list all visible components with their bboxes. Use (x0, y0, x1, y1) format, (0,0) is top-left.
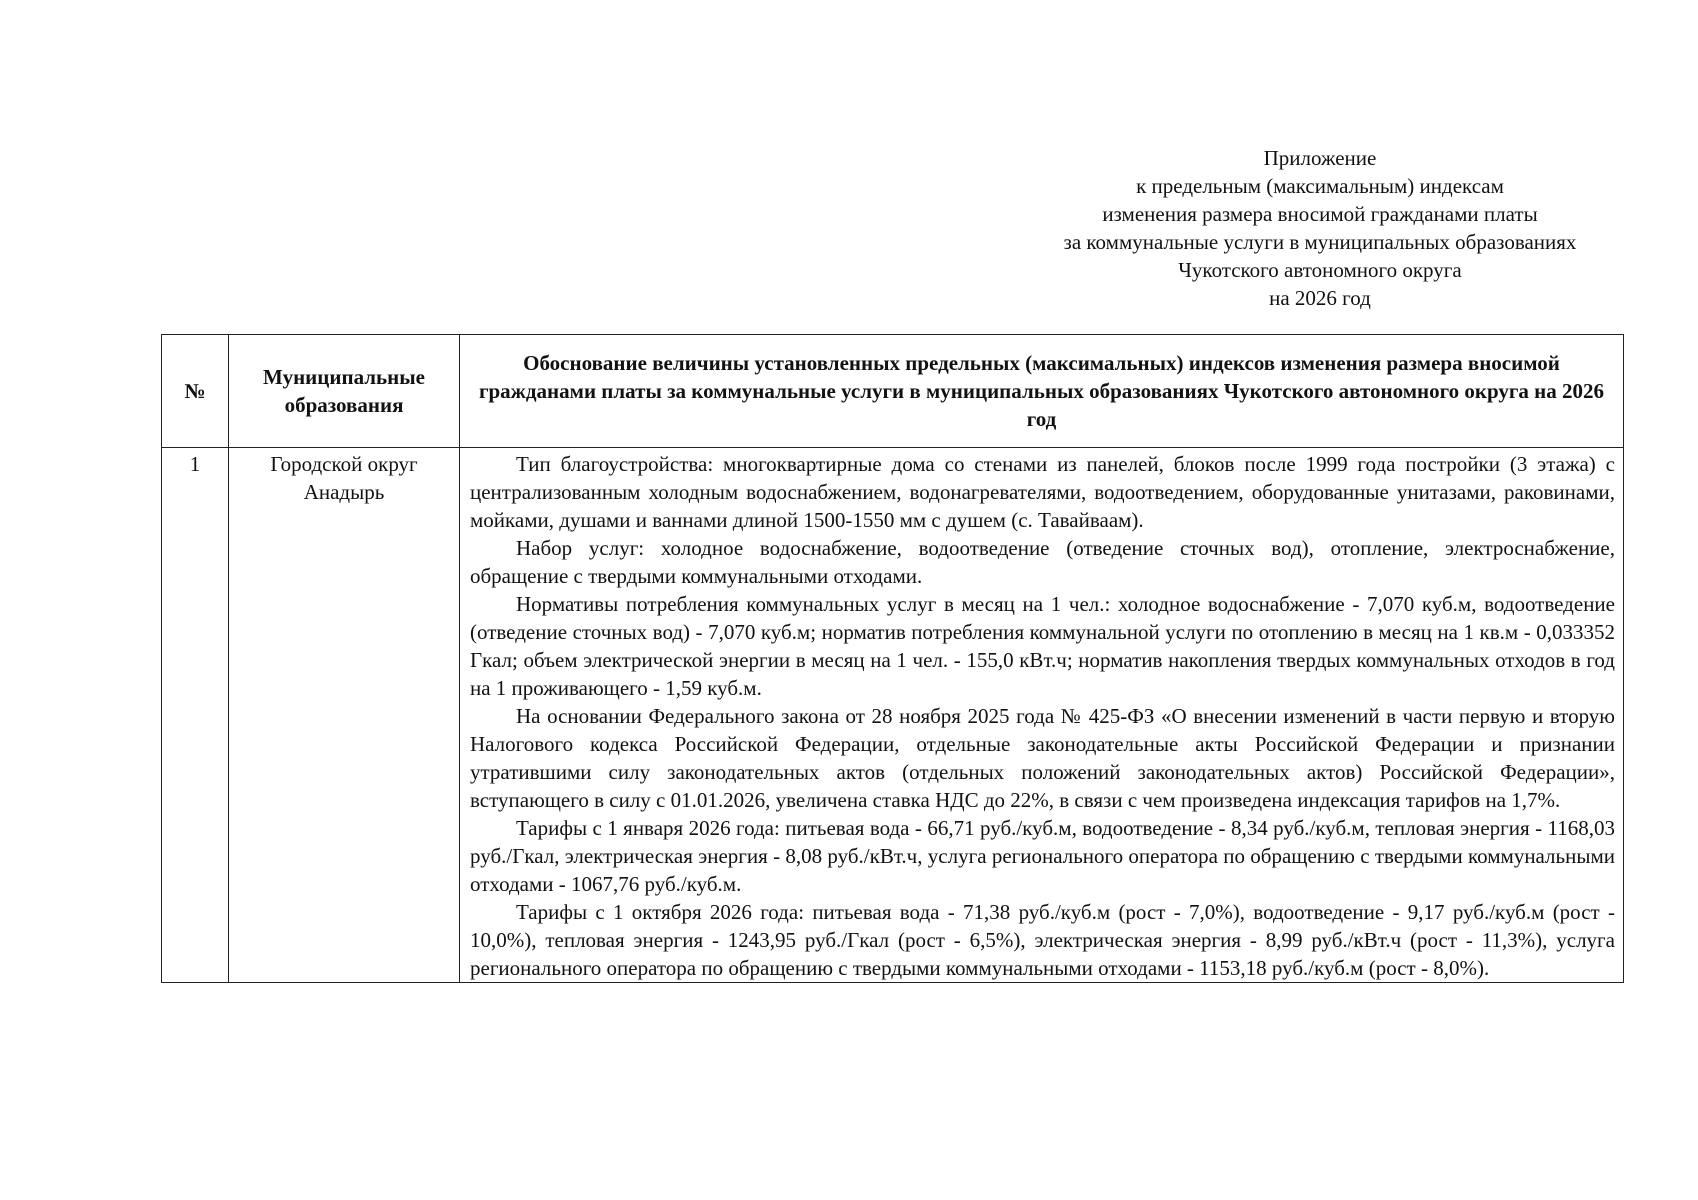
header-number: № (162, 335, 229, 448)
justification-table (161, 334, 1624, 983)
header-municipality: Муниципальные образования (229, 335, 460, 448)
appendix-line: к предельным (максимальным) индексам (1136, 174, 1504, 198)
row-justification (460, 448, 1624, 983)
header-justification: Обоснование величины установленных предельных (максимальных) индексов изменения размера вносимой гражданами платы за коммунальные услуги в муниципальных образованиях Чукотского автономного округа на 2026 год (460, 335, 1624, 448)
paragraph-service-set: Набор услуг: холодное водоснабжение, водоотведение (отведение сточных вод), отопление, электроснабжение, обращение с твердыми коммунальными отходами. (470, 536, 1615, 588)
appendix-title: Приложение (1263, 146, 1377, 170)
row-number: 1 (162, 448, 229, 983)
paragraph-tariffs-october: Тарифы с 1 октября 2026 года: питьевая вода - 71,38 руб./куб.м (рост - 7,0%), водоотведение - 9,17 руб./куб.м (рост - 10,0%), тепловая энергия - 1243,95 руб./Гкал (рост - 6,5%), электрическая энергия - 8,99 руб./кВт.ч (рост - 11,3%), услуга регионального оператора по обращению с твердыми коммунальными отходами - 1153,18 руб./куб.м (рост - 8,0%). (470, 900, 1615, 980)
table-row (162, 448, 1624, 983)
paragraph-legal-basis: На основании Федерального закона от 28 ноября 2025 года № 425-ФЗ «О внесении изменений в части первую и вторую Налогового кодекса Российской Федерации, отдельные законодательные акты Российской Федерации и признании утратившими силу законодательных актов (отдельных положений законодательных актов) Российской Федерации», вступающего в силу с 01.01.2026, увеличена ставка НДС до 22%, в связи с чем произведена индексация тарифов на 1,7%. (470, 704, 1615, 812)
appendix-line: изменения размера вносимой гражданами платы (1102, 202, 1538, 226)
paragraph-improvement-type: Тип благоустройства: многоквартирные дома со стенами из панелей, блоков после 1999 года постройки (3 этажа) с централизованным холодным водоснабжением, водонагревателями, водоотведением, оборудованные унитазами, раковинами, мойками, душами и ваннами длиной 1500-1550 мм с душем (с. Тавайваам). (470, 452, 1615, 532)
appendix-line: за коммунальные услуги в муниципальных образованиях (1063, 230, 1577, 254)
appendix-header (1000, 144, 1640, 312)
row-municipality: Городской округ Анадырь (229, 448, 460, 983)
appendix-line: на 2026 год (1269, 286, 1371, 310)
paragraph-tariffs-january: Тарифы с 1 января 2026 года: питьевая вода - 66,71 руб./куб.м, водоотведение - 8,34 руб./куб.м, тепловая энергия - 1168,03 руб./Гкал, электрическая энергия - 8,08 руб./кВт.ч, услуга регионального оператора по обращению с твердыми коммунальными отходами - 1067,76 руб./куб.м. (470, 816, 1615, 896)
appendix-line: Чукотского автономного округа (1178, 258, 1462, 282)
paragraph-consumption-norms: Нормативы потребления коммунальных услуг в месяц на 1 чел.: холодное водоснабжение - 7,070 куб.м, водоотведение (отведение сточных вод) - 7,070 куб.м; норматив потребления коммунальной услуги по отоплению в месяц на 1 кв.м - 0,033352 Гкал; объем электрической энергии в месяц на 1 чел. - 155,0 кВт.ч; норматив накопления твердых коммунальных отходов в год на 1 проживающего - 1,59 куб.м. (470, 592, 1615, 700)
table-header-row (162, 335, 1624, 448)
